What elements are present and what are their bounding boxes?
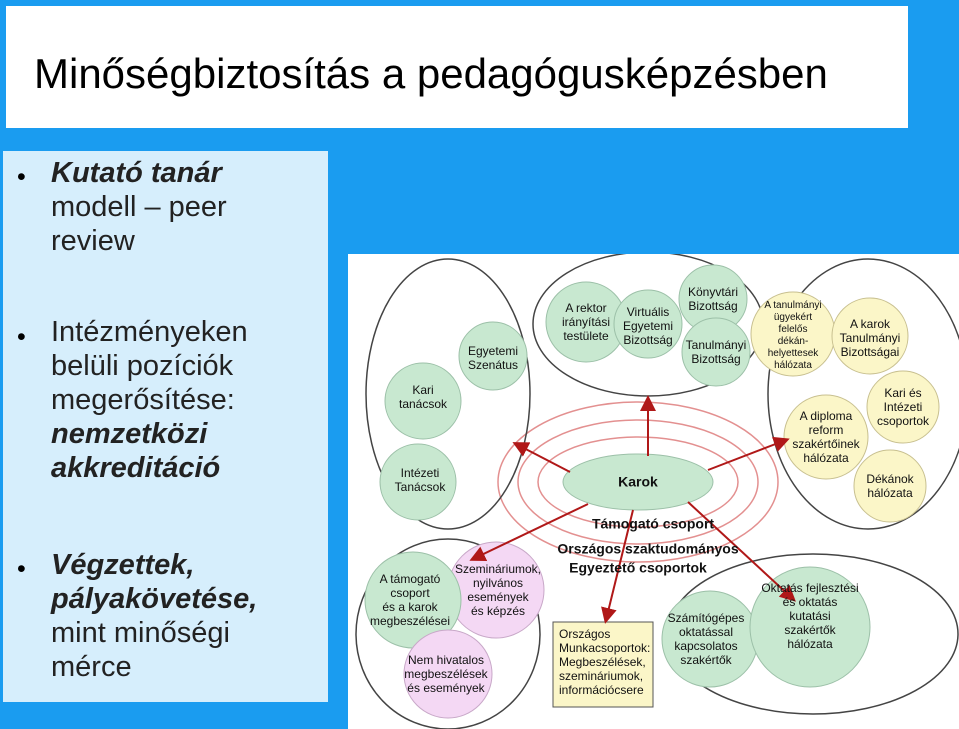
karok-bizottsagai-label: A karok Tanulmányi Bizottságai [839,317,901,359]
tamogato-label: A támogató csoport és a karok megbeszélései [369,572,451,628]
orszagos-label-1: Országos szaktudományos [557,540,739,557]
munkacsoportok-label: Országos Munkacsoportok: Megbeszélések, szemináriumok, információcsere [559,627,651,697]
bullet-1-line-2: modell – peer [51,191,227,223]
tanulmanyi-label: Tanulmányi Bizottság [685,338,747,366]
intezeti-tanacsok-label: Intézeti Tanácsok [394,466,446,494]
orszagos-label-2: Egyeztető csoportok [569,559,707,576]
bullet-1-line-3: review [51,225,135,257]
konyvtari-label: Könyvtári Bizottság [687,285,739,313]
bullet-2-line-4: nemzetközi [51,418,208,450]
page-title: Minőségbiztosítás a pedagógusképzésben [34,50,828,97]
kari-tanacsok-label: Kari tanácsok [398,383,448,411]
diagram [348,254,959,729]
bullet-2-line-5: akkreditáció [51,452,221,484]
bullet-2-line-3: megerősítése: [51,384,235,416]
bullet-marker: • [17,555,26,583]
bullet-panel [3,151,328,702]
szeminariumok-label: Szemináriumok, nyilvános események és képzés [454,562,542,618]
bullet-2-line-2: belüli pozíciók [51,350,234,382]
rektor-label: A rektor irányítási testülete [561,301,611,343]
dekanok-label: Dékánok hálózata [866,472,914,500]
karok-label: Karok [618,473,658,490]
title-box [6,6,908,128]
diploma-label: A diploma reform szakértőinek hálózata [792,409,860,465]
bullet-2-line-1: Intézményeken [51,316,248,348]
dekan-label: A tanulmányi ügyekért felelős dékán- helyettesek hálózata [764,300,822,371]
tamogato-csoport-label: Támogató csoport [591,515,715,532]
virtualis-label: Virtuális Egyetemi Bizottság [622,305,674,347]
bullet-3-line-2: pályakövetése, [51,583,258,615]
bullet-marker: • [17,323,26,351]
bullet-3-line-3: mint minőségi [51,617,230,649]
bullet-3-line-4: mérce [51,651,132,683]
bullet-3-line-1: Végzettek, [51,549,195,581]
szamitogepes-label: Számítógépes oktatással kapcsolatos szakértők [667,611,745,667]
nem-hivatalos-label: Nem hivatalos megbeszélések és események [404,653,488,695]
kari-intezeti-label: Kari és Intézeti csoportok [876,386,930,428]
szenatus-label: Egyetemi Szenátus [467,344,519,372]
oktatas-label: Oktatás fejlesztési és oktatás kutatási szakértők hálózata [761,581,859,651]
bullet-marker: • [17,163,26,191]
bullet-1-line-1: Kutató tanár [51,157,222,189]
